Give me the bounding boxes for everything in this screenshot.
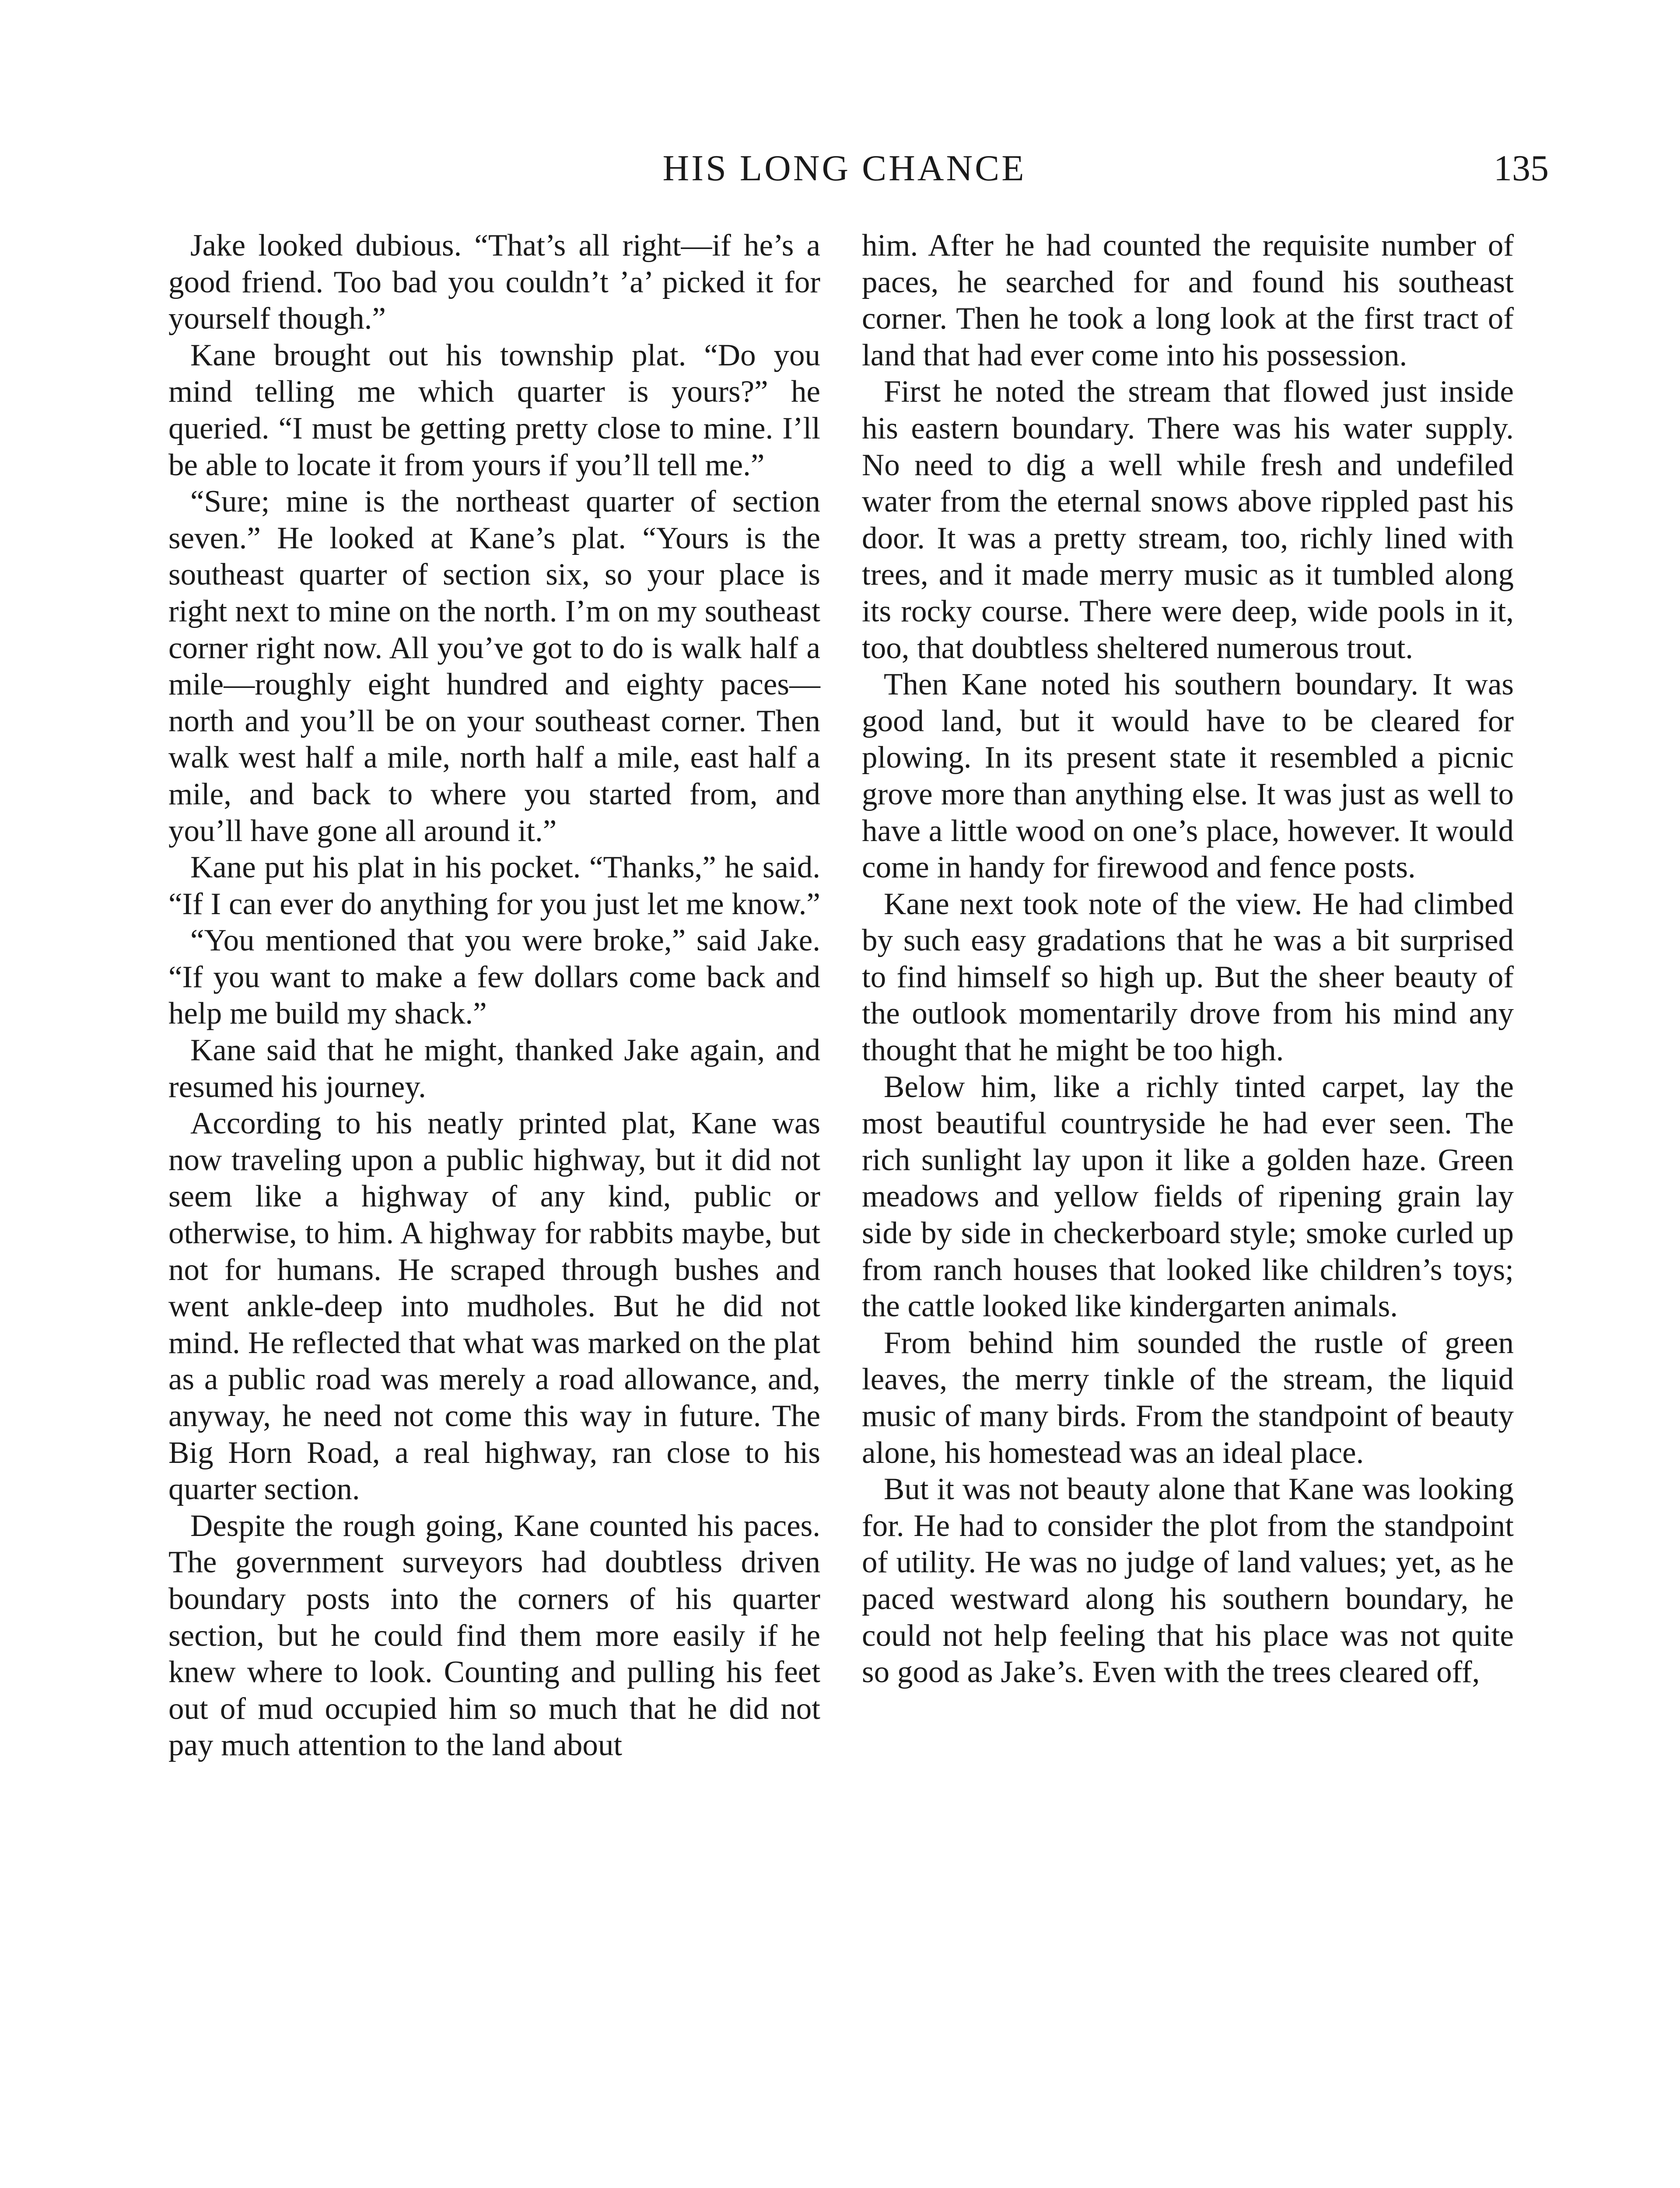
paragraph: From behind him sounded the rustle of green leaves, the merry tinkle of the stream, the liquid music of many birds. From the standpoint of beauty alone, his homestead was an ideal place. [862,1325,1514,1470]
paragraph: “Sure; mine is the northeast quarter of section seven.” He looked at Kane’s plat. “Yours is the southeast quarter of section six, so your place is right next to mine on the north. I’m on my southeast corner right now. All you’ve got to do is walk half a mile—roughly eight hundred and eighty paces—north and you’ll be on your southeast corner. Then walk west half a mile, north half a mile, east half a mile, and back to where you started from, and you’ll have gone all around it.” [168,484,820,848]
paragraph-continued: him. After he had counted the requisite number of paces, he searched for and found his southeast corner. Then he took a long look at the first tract of land that had ever come into his possession. [862,228,1514,372]
paragraph: But it was not beauty alone that Kane was looking for. He had to consider the plot from the standpoint of utility. He was no judge of land values; yet, as he paced westward along his southern boundary, he could not help feeling that his place was not quite so good as Jake’s. Even with the trees cleared off, [862,1472,1514,1690]
left-column [168,228,820,1764]
paragraph: According to his neatly printed plat, Kane was now traveling upon a public highway, but it did not seem like a highway of any kind, public or otherwise, to him. A highway for rabbits maybe, but not for humans. He scraped through bushes and went ankle-deep into mudholes. But he did not mind. He reflected that what was marked on the plat as a public road was merely a road allowance, and, anyway, he need not come this way in future. The Big Horn Road, a real highway, ran close to his quarter section. [168,1106,820,1507]
paragraph: Below him, like a richly tinted carpet, lay the most beautiful countryside he had ever seen. The rich sunlight lay upon it like a golden haze. Green meadows and yellow fields of ripening grain lay side by side in checkerboard style; smoke curled up from ranch houses that looked like children’s toys; the cattle looked like kindergarten animals. [862,1069,1514,1324]
paragraph: Despite the rough going, Kane counted his paces. The government surveyors had doubtless driven boundary posts into the corners of his quarter section, but he could find them more easily if he knew where to look. Counting and pulling his feet out of mud occupied him so much that he did not pay much attention to the land about [168,1508,820,1763]
paragraph: Kane put his plat in his pocket. “Thanks,” he said. “If I can ever do anything for you just let me know.” [168,850,820,921]
paragraph: Kane next took note of the view. He had climbed by such easy gradations that he was a bit surprised to find himself so high up. But the sheer beauty of the outlook momentarily drove from his mind any thought that he might be too high. [862,887,1514,1068]
paragraph: Then Kane noted his southern boundary. It was good land, but it would have to be cleared for plowing. In its present state it resembled a picnic grove more than anything else. It was just as well to have a little wood on one’s place, however. It would come in handy for firewood and fence posts. [862,667,1514,885]
paragraph: “You mentioned that you were broke,” said Jake. “If you want to make a few dollars come back and help me build my shack.” [168,923,820,1031]
paragraph: First he noted the stream that flowed just inside his eastern boundary. There was his water supply. No need to dig a well while fresh and undefiled water from the eternal snows above rippled past his door. It was a pretty stream, too, richly lined with trees, and it made merry music as it tumbled along its rocky course. There were deep, wide pools in it, too, that doubtless sheltered numerous trout. [862,375,1514,665]
paragraph: Jake looked dubious. “That’s all right—if he’s a good friend. Too bad you couldn’t ’a’ picked it for yourself though.” [168,228,820,336]
page-number: 135 [1494,148,1549,189]
right-column [862,228,1514,1691]
paragraph: Kane said that he might, thanked Jake again, and resumed his journey. [168,1033,820,1104]
paragraph: Kane brought out his township plat. “Do you mind telling me which quarter is yours?” he queried. “I must be getting pretty close to mine. I’ll be able to locate it from yours if you’ll tell me.” [168,338,820,482]
running-title: HIS LONG CHANCE [662,148,1026,189]
running-head [0,144,1680,193]
